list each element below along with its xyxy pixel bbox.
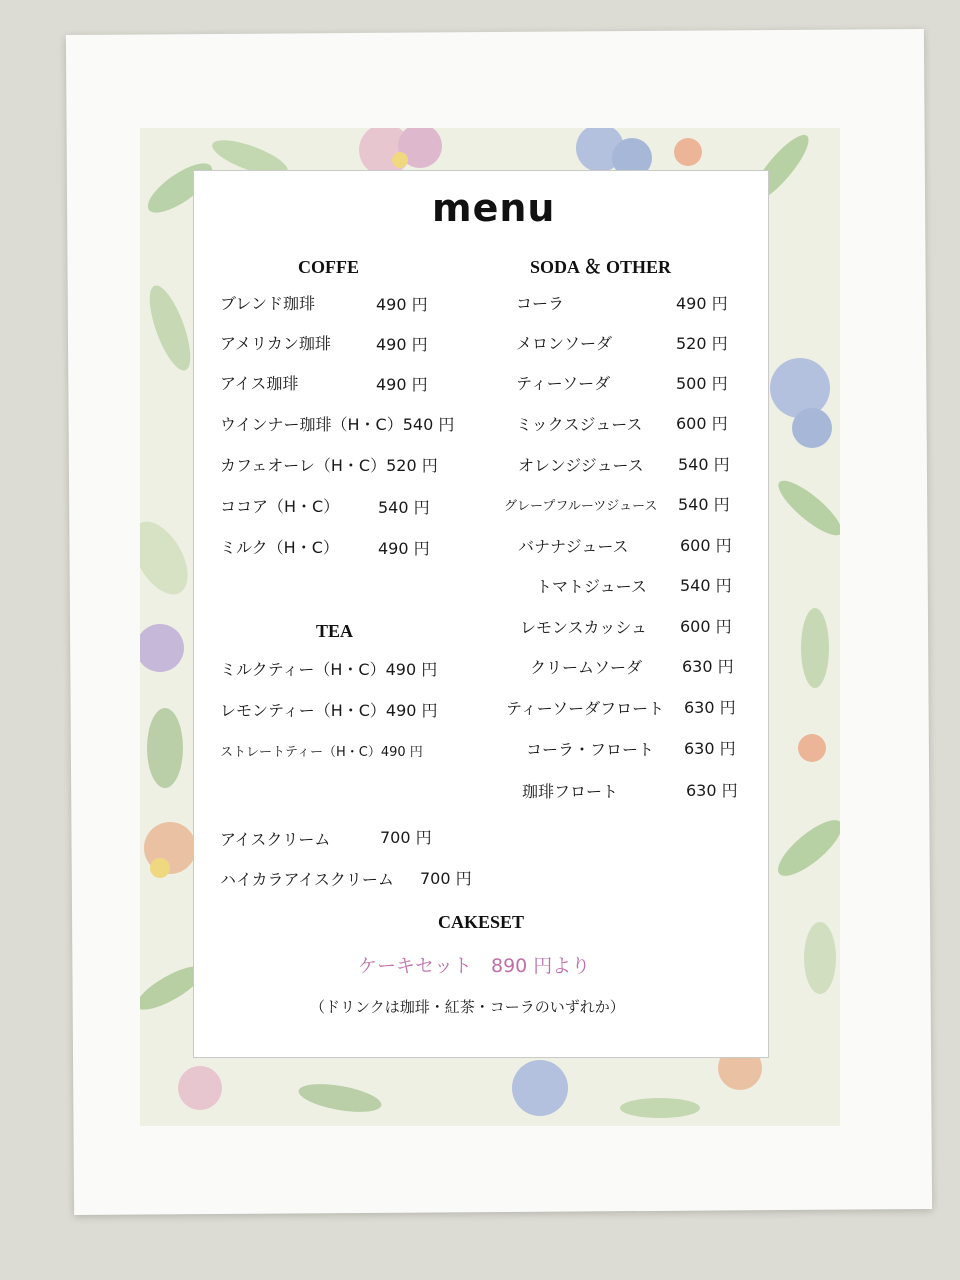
soda-item-name: ティーソーダ: [516, 374, 611, 393]
coffee-item-name: アメリカン珈琲: [220, 334, 331, 353]
soda-item-name: バナナジュース: [518, 537, 629, 556]
ice-item-price: 700 円: [420, 869, 472, 888]
soda-item-name: 珈琲フロート: [522, 782, 619, 801]
coffee-item-name: ブレンド珈琲: [220, 294, 315, 313]
soda-item-price: 630 円: [686, 781, 738, 800]
tea-item: ストレートティー（H・C）490 円: [220, 745, 423, 760]
tea-item: ミルクティー（H・C）490 円: [220, 660, 438, 679]
soda-item-price: 540 円: [678, 455, 730, 474]
soda-item-name: メロンソーダ: [516, 334, 613, 353]
soda-item-price: 630 円: [684, 698, 736, 717]
soda-item-price: 540 円: [680, 576, 732, 595]
soda-item-name: クリームソーダ: [530, 658, 643, 677]
cakeset-note: （ドリンクは珈琲・紅茶・コーラのいずれか）: [310, 998, 625, 1016]
coffee-item-price: 490 円: [376, 375, 428, 394]
coffee-item-name: カフェオーレ（H・C）520 円: [220, 456, 438, 475]
tea-item: レモンティー（H・C）490 円: [220, 701, 438, 720]
soda-item-name: コーラ・フロート: [526, 740, 655, 759]
soda-item-name: トマトジュース: [536, 577, 647, 596]
soda-item-name: グレープフルーツジュース: [504, 499, 658, 514]
soda-item-price: 490 円: [676, 294, 728, 313]
soda-item-price: 500 円: [676, 374, 728, 393]
coffee-item-name: ウインナー珈琲（H・C）540 円: [220, 415, 455, 434]
coffee-item-name: ココア（H・C）: [220, 497, 340, 516]
soda-item-price: 600 円: [680, 617, 732, 636]
coffee-item-name: ミルク（H・C）: [220, 538, 339, 557]
soda-item-name: レモンスカッシュ: [520, 618, 648, 637]
ice-item-price: 700 円: [380, 828, 432, 847]
ice-item-name: アイスクリーム: [220, 830, 331, 849]
soda-item-name: コーラ: [516, 294, 565, 313]
soda-item-name: ティーソーダフロート: [506, 699, 665, 718]
coffee-item-price: 490 円: [378, 539, 430, 558]
soda-item-price: 540 円: [678, 495, 730, 514]
menu-title: menu: [432, 186, 556, 230]
soda-item-price: 600 円: [680, 536, 732, 555]
soda-item-price: 630 円: [684, 739, 736, 758]
soda-heading: SODA ＆ OTHER: [530, 257, 672, 277]
coffee-item-price: 540 円: [378, 498, 430, 517]
soda-item-price: 520 円: [676, 334, 728, 353]
soda-item-price: 630 円: [682, 657, 734, 676]
soda-item-name: オレンジジュース: [518, 456, 644, 475]
ice-item-name: ハイカラアイスクリーム: [220, 870, 394, 889]
coffee-item-price: 490 円: [376, 335, 428, 354]
soda-item-price: 600 円: [676, 414, 728, 433]
cakeset-offer: ケーキセット 890 円より: [358, 955, 591, 977]
coffee-item-price: 490 円: [376, 295, 428, 314]
tea-heading: TEA: [316, 621, 354, 641]
coffee-heading: COFFE: [298, 257, 359, 277]
cakeset-heading: CAKESET: [438, 912, 525, 932]
coffee-item-name: アイス珈琲: [220, 374, 299, 393]
soda-item-name: ミックスジュース: [516, 415, 643, 434]
